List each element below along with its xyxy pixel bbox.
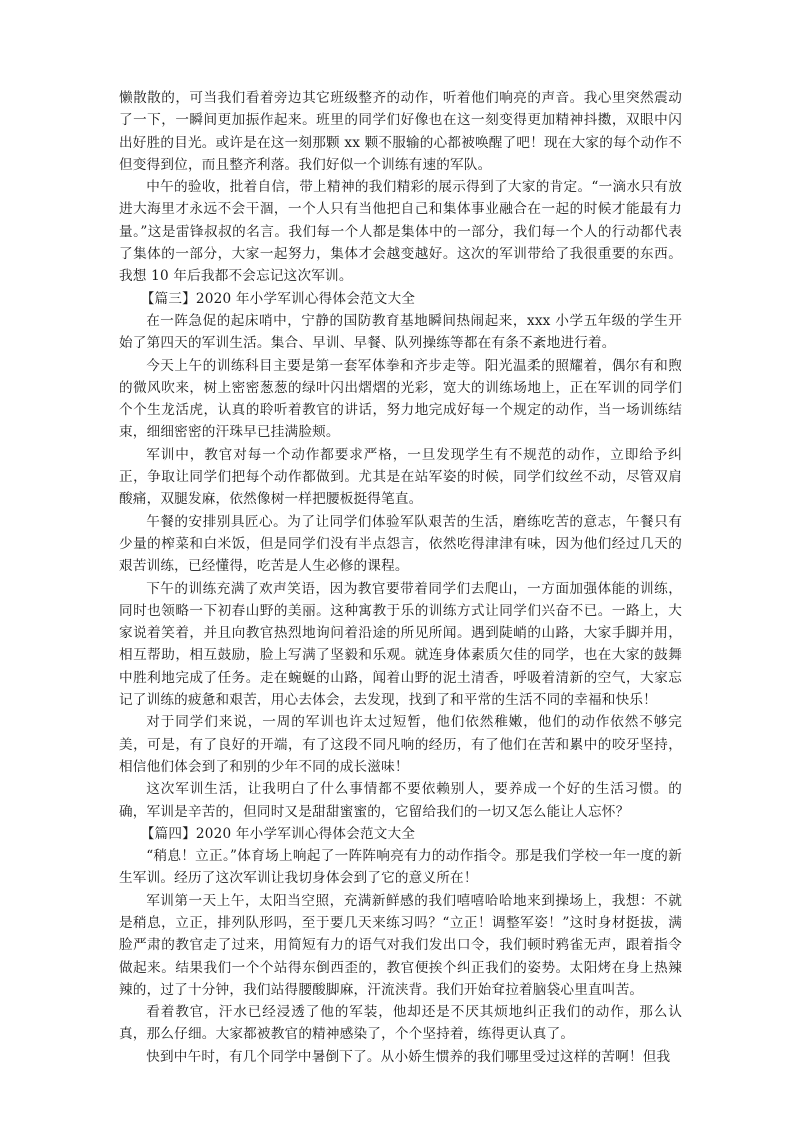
paragraph: 对于同学们来说，一周的军训也许太过短暂，他们依然稚嫩，他们的动作依然不够完美，可是，有了良好的开端，有了这段不同凡响的经历，有了他们在苦和累中的咬牙坚持，相信他们体会到了和别的少年不同的成长滋味！ xyxy=(119,714,682,775)
section-heading: 【篇四】2020 年小学军训心得体会范文大全 xyxy=(140,825,416,842)
section-heading: 【篇三】2020 年小学军训心得体会范文大全 xyxy=(140,290,416,307)
paragraph: 中午的验收，批着自信，带上精神的我们精彩的展示得到了大家的肯定。“一滴水只有放进大海里才永远不会干涸，一个人只有当他把自己和集体事业融合在一起的时候才能最有力量。”这是雷锋叔叔的名言。我们每一个人都是集体中的一部分，我们每一个人的行动都代表了集体的一部分，大家一起努力，集体才会越变越好。这次的军训带给了我很重要的东西。我想 10 年后我都不会忘记这次军训。 xyxy=(119,179,682,285)
paragraph: 这次军训生活，让我明白了什么事情都不要依赖别人，要养成一个好的生活习惯。的确，军训是辛苦的，但同时又是甜甜蜜蜜的，它留给我们的一切又怎么能让人忘怀？ xyxy=(119,781,682,820)
paragraph: 今天上午的训练科目主要是第一套军体拳和齐步走等。阳光温柔的照耀着，偶尔有和煦的微风吹来，树上密密葱葱的绿叶闪出熠熠的光彩，宽大的训练场地上，正在军训的同学们个个生龙活虎，认真的聆听着教官的讲话，努力地完成好每一个规定的动作，当一场训练结束，细细密密的汗珠早已挂满脸颊。 xyxy=(119,357,682,441)
paragraph: 在一阵急促的起床哨中，宁静的国防教育基地瞬间热闹起来，xxx 小学五年级的学生开始了第四天的军训生活。集合、早训、早餐、队列操练等都在有条不紊地进行着。 xyxy=(119,312,682,352)
paragraph: 下午的训练充满了欢声笑语，因为教官要带着同学们去爬山，一方面加强体能的训练，同时也领略一下初春山野的美丽。这种寓教于乐的训练方式让同学们兴奋不已。一路上，大家说着笑着，并且向教官热烈地询问着沿途的所见所闻。遇到陡峭的山路，大家手脚并用，相互帮助，相互鼓励，脸上写满了坚毅和乐观。就连身体素质欠佳的同学，也在大家的鼓舞中胜利地完成了任务。走在蜿蜒的山路，闻着山野的泥土清香，呼吸着清新的空气，大家忘记了训练的疲惫和艰苦，用心去体会，去发现，找到了和平常的生活不同的幸福和快乐！ xyxy=(119,580,682,709)
paragraph: 军训第一天上午，太阳当空照，充满新鲜感的我们嘻嘻哈哈地来到操场上，我想：不就是稍息，立正，排列队形吗，至于要几天来练习吗？“立正！调整军姿！”这时身材挺拔，满脸严肃的教官走了过来，用简短有力的语气对我们发出口令，我们顿时鸦雀无声，跟着指令做起来。结果我们一个个站得东倒西歪的，教官便挨个纠正我们的姿势。太阳烤在身上热辣辣的，过了十分钟，我们站得腰酸脚麻，汗流浃背。我们开始耷拉着脑袋心里直叫苦。 xyxy=(119,892,682,998)
paragraph: “稍息！立正。”体育场上响起了一阵阵响亮有力的动作指令。那是我们学校一年一度的新生军训。经历了这次军训让我切身体会到了它的意义所在！ xyxy=(119,848,682,887)
paragraph: 午餐的安排别具匠心。为了让同学们体验军队艰苦的生活，磨练吃苦的意志，午餐只有少量的榨菜和白米饭，但是同学们没有半点怨言，依然吃得津津有味，因为他们经过几天的艰苦训练，已经懂得，吃苦是人生必修的课程。 xyxy=(119,513,682,575)
paragraph: 看着教官，汗水已经浸透了他的军装，他却还是不厌其烦地纠正我们的动作，那么认真，那么仔细。大家都被教官的精神感染了，个个坚持着，练得更认真了。 xyxy=(119,1004,682,1043)
paragraph: 快到中午时，有几个同学中暑倒下了。从小娇生惯养的我们哪里受过这样的苦啊！但我 xyxy=(146,1048,671,1065)
paragraph: 懒散散的，可当我们看着旁边其它班级整齐的动作，听着他们响亮的声音。我心里突然震动了一下，一瞬间更加振作起来。班里的同学们好像也在这一刻变得更加精神抖擞，双眼中闪出好胜的目光。或许是在这一刻那颗 xx 颗不服输的心都被唤醒了吧！现在大家的每个动作不但变得到位，而且整齐利落。我们好似一个训练有速的军队。 xyxy=(119,90,682,173)
paragraph: 军训中，教官对每一个动作都要求严格，一旦发现学生有不规范的动作，立即给予纠正，争取让同学们把每个动作都做到。尤其是在站军姿的时候，同学们纹丝不动，尽管双肩酸痛，双腿发麻，依然像树一样把腰板挺得笔直。 xyxy=(119,446,682,508)
